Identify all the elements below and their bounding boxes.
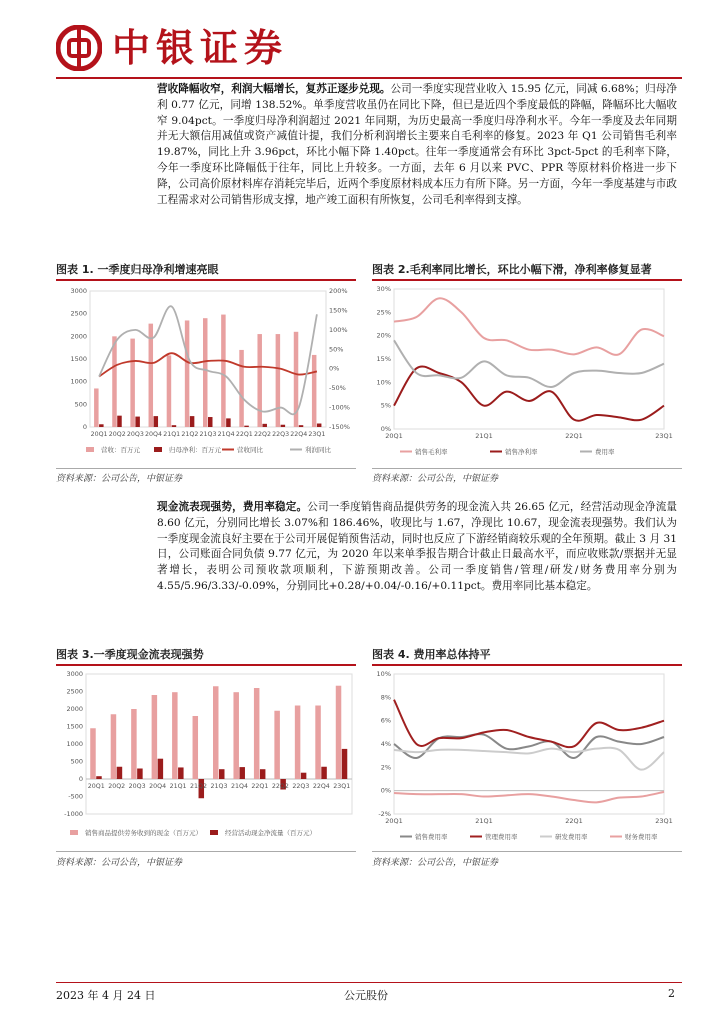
x-tick-label: 20Q4 [145,431,163,438]
x-tick-label: 23Q1 [655,817,673,825]
legend-label: 销售费用率 [415,833,448,841]
bar [172,692,178,779]
y-tick-label: 0 [78,775,83,783]
x-tick-label: 23Q1 [333,783,351,790]
paragraph-body: 公司一季度销售商品提供劳务的现金流入共 26.65 亿元，经营活动现金净流量 8.60 亿元，分别同比增长 3.07%和 186.46%，收现比与 1.67，净现比 10.67，现金流表现强势。我们认为一季度现金流良好主要在于公司开展促销预售活动，同时也反应了下游经销商较乐观的全年预期。截止 3 月 31 日，公司账面合同负债 9.77 亿元，为 2020 年以来单季报告期合计截止日最高水平，而应收账款/票据并无显著增长，表明公司预收款项顺利，下游预期改善。公司一季度销售/管理/研发/财务费用率分别为 4.55/5.96/3.33/-0.09%，分别同比+0.28/+0.04/-0.16/+0.11pct。费用率同比基本稳定。 [157,501,678,592]
x-tick-label: 21Q3 [210,783,228,790]
x-tick-label: 20Q1 [385,432,403,440]
x-tick-label: 22Q4 [290,431,308,438]
x-tick-label: 20Q1 [90,431,108,438]
logo-text: 中银证券 [112,26,289,70]
footer-company: 公元股份 [344,989,388,1002]
legend-label: 营收：百万元 [101,446,140,454]
y2-tick-label: 0% [329,364,340,373]
x-tick-label: 21Q4 [217,431,235,438]
plot-frame [394,289,664,429]
bar [190,416,195,427]
series-line [394,748,664,770]
bar [221,315,226,427]
y-tick-label: 3000 [70,287,87,295]
x-tick-label: 21Q4 [230,783,248,790]
y-tick-label: 6% [380,716,391,725]
y-tick-label: -1000 [64,810,83,818]
x-tick-label: 22Q4 [312,783,330,790]
y2-tick-label: 50% [329,345,344,354]
y2-tick-label: -150% [329,423,350,431]
x-tick-label: 22Q3 [292,783,310,790]
y-tick-label: 500 [74,400,87,409]
figure-3-source-rule [56,851,356,852]
bar [135,417,140,427]
y-tick-label: 8% [380,693,391,702]
bar [226,418,231,427]
bar [317,424,322,427]
plot-frame [394,674,664,814]
figure-2-chart [372,283,682,465]
x-tick-label: 21Q1 [475,432,493,440]
y-tick-label: 1500 [70,355,87,363]
bar [301,773,307,779]
bank-of-china-icon [56,25,102,71]
y-tick-label: 2000 [66,705,83,713]
x-tick-label: 21Q1 [163,431,181,438]
figure-3-title: 图表 3.一季度现金流表现强势 [56,648,204,661]
series-line [394,792,664,803]
y-tick-label: 1000 [70,377,87,386]
bar [257,334,262,427]
y-tick-label: 5% [380,401,391,410]
legend-swatch [154,447,162,452]
legend-label: 营收同比 [237,446,263,454]
x-tick-label: 21Q1 [475,817,493,825]
y-tick-label: 30% [376,285,391,293]
legend-label: 销售商品提供劳务收到的现金（百万元） [85,829,202,837]
bar [131,709,137,779]
bar [117,416,122,427]
bar [312,355,317,427]
x-tick-label: 22Q2 [253,431,271,438]
series-line [394,298,664,355]
bar [167,355,172,427]
y-tick-label: 0% [380,425,391,433]
figure-1-source: 资料来源：公司公告，中银证券 [56,474,183,484]
y-tick-label: 0% [380,786,391,795]
y-tick-label: -2% [378,810,391,818]
legend-label: 财务费用率 [625,833,658,841]
bar [321,767,327,779]
paragraph-cashflow [157,500,677,595]
paragraph-body: 公司一季度实现营业收入 15.95 亿元，同减 6.68%；归母净利 0.77 亿元，同增 138.52%。单季度营收虽仍在同比下降，但已是近四个季度最低的降幅，降幅环比大幅收窄 9.04pct。一季度归母净利润超过 2021 年同期，为历史最高一季度归母净利水平。今年一季度及去年同期并无大额信用减值或资产减值计提，我们分析利润增长主要来自毛利率的修复。2023 年 Q1 公司销售毛利率 19.87%，同比上升 3.96pct，环比小幅下降 1.40pct。往年一季度通常会有环比 3pct-5pct 的毛利率下降，今年一季度环比降幅低于往年，同比上升较多。一方面，去年 6 月以来 PVC、PPR 等原材料价格进一步下降，公司高价原材料库存消耗完毕后，近两个季度原材料成本压力有所下降。另一方面，今年一季度基建与市政工程需求对公司销售形成支撑，地产竣工面积有所恢复，公司毛利率得到支撑。 [157,83,677,206]
y-tick-label: 1500 [66,722,83,731]
bar [203,318,208,427]
bar [254,688,260,779]
bar [158,759,164,779]
bar [219,769,225,779]
bar [112,336,117,427]
figure-4-title: 图表 4. 费用率总体持平 [372,648,491,661]
x-tick-label: 21Q2 [190,783,208,790]
bar [137,769,143,780]
bar [276,334,281,427]
y2-tick-label: 200% [329,287,348,295]
footer-rule [56,982,682,983]
legend-swatch [70,830,78,835]
bar [233,692,239,779]
header-rule [56,77,682,79]
bar [208,417,213,427]
y-tick-label: 0 [82,423,87,431]
x-tick-label: 22Q3 [272,431,290,438]
legend-label: 费用率 [595,448,615,456]
legend-label: 销售净利率 [505,448,538,456]
figure-4-chart [372,668,682,846]
figure-1-chart [56,283,356,465]
x-tick-label: 22Q1 [251,783,269,790]
y-tick-label: 20% [376,331,391,340]
legend-swatch [210,830,218,835]
y2-tick-label: 150% [329,306,348,315]
y-tick-label: 15% [376,355,391,363]
bar [90,728,96,779]
figure-4-source-rule [372,851,682,852]
legend-label: 研发费用率 [555,833,588,841]
y-tick-label: 10% [376,670,391,678]
bar [99,424,104,427]
bar [185,320,190,427]
figure-3-rule [56,664,356,666]
y2-tick-label: 100% [329,325,348,334]
figure-4-rule [372,664,682,666]
bar [111,714,117,779]
bar [172,425,177,427]
legend-label: 利润同比 [305,446,331,454]
x-tick-label: 20Q3 [128,783,146,790]
bar [281,425,286,427]
bar [96,776,102,779]
x-tick-label: 20Q4 [149,783,167,790]
figure-2-source: 资料来源：公司公告，中银证券 [372,474,499,484]
x-tick-label: 22Q1 [235,431,253,438]
legend-label: 经营活动现金净流量（百万元） [225,829,316,837]
bar [295,706,301,780]
paragraph-lead: 营收降幅收窄，利润大幅增长，复苏正逐步兑现。 [157,83,391,95]
bar [152,695,158,779]
bar [315,706,321,780]
header-logo [56,24,288,72]
plot-frame [90,291,326,427]
figure-2-title: 图表 2.毛利率同比增长，环比小幅下滑，净利率修复显著 [372,263,652,276]
x-tick-label: 20Q1 [87,783,105,790]
y-tick-label: 3000 [66,670,83,678]
y-tick-label: 1000 [66,740,83,748]
x-tick-label: 20Q2 [108,783,126,790]
footer-page-number: 2 [668,987,675,1000]
bar [94,388,99,427]
plot-frame [86,674,352,814]
y-tick-label: 2000 [70,332,87,341]
bar [130,339,135,427]
paragraph-lead: 现金流表现强势，费用率稳定。 [157,501,308,513]
bar [154,416,159,427]
bar [299,425,304,427]
x-tick-label: 23Q1 [308,431,326,438]
legend-label: 管理费用率 [485,833,518,841]
bar [260,769,266,779]
bar [244,426,249,427]
legend-swatch [86,447,94,452]
bar [336,686,342,779]
y-tick-label: 500 [70,757,83,766]
bar [274,711,280,779]
y2-tick-label: -100% [329,403,350,412]
x-tick-label: 22Q2 [271,783,289,790]
bar [193,716,199,779]
figure-3-source: 资料来源：公司公告，中银证券 [56,858,183,868]
figure-1-source-rule [56,468,356,469]
series-line [394,700,664,748]
legend-label: 归母净利：百万元 [169,446,221,454]
x-tick-label: 20Q3 [126,431,144,438]
footer-date: 2023 年 4 月 24 日 [56,989,156,1002]
y-tick-label: 10% [376,378,391,387]
figure-1-title: 图表 1. 一季度归母净利增速亮眼 [56,263,219,276]
x-tick-label: 22Q1 [565,432,583,440]
figure-2-source-rule [372,468,682,469]
series-line [394,340,664,387]
x-tick-label: 20Q2 [108,431,126,438]
bar [239,767,245,779]
bar [178,767,184,779]
y-tick-label: 2500 [66,687,83,696]
bar [117,767,123,779]
figure-4-source: 资料来源：公司公告，中银证券 [372,858,499,868]
y-tick-label: 2500 [70,309,87,318]
x-tick-label: 21Q2 [181,431,199,438]
x-tick-label: 21Q3 [199,431,217,438]
x-tick-label: 22Q1 [565,817,583,825]
figure-1-rule [56,279,356,281]
paragraph-revenue [157,82,677,208]
y2-tick-label: -50% [329,384,346,393]
y-tick-label: 2% [380,763,391,772]
figure-3-chart [56,668,356,846]
bar [262,424,267,427]
bar [213,686,219,779]
y-tick-label: -500 [68,792,83,801]
x-tick-label: 23Q1 [655,432,673,440]
legend-label: 销售毛利率 [415,448,448,456]
bar [239,350,244,427]
y-tick-label: 4% [380,740,391,748]
x-tick-label: 20Q1 [385,817,403,825]
bar [342,749,348,779]
x-tick-label: 21Q1 [169,783,187,790]
figure-2-rule [372,279,682,281]
y-tick-label: 25% [376,308,391,317]
